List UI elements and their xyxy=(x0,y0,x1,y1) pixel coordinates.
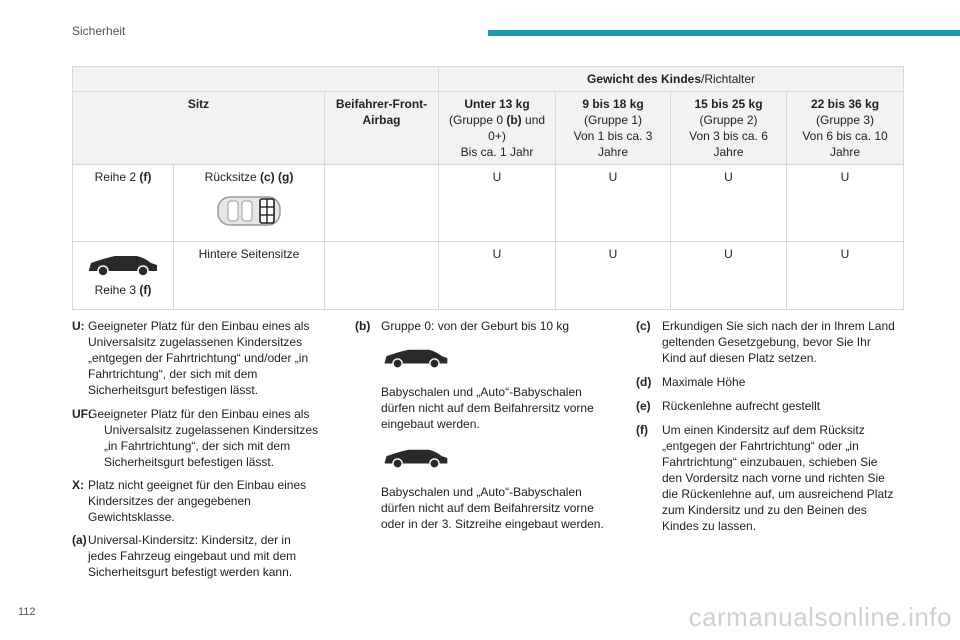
row-label xyxy=(73,165,174,242)
value-cell: U xyxy=(787,165,904,242)
note-u xyxy=(72,318,322,398)
note-subtext: Babyschalen und „Auto“-Babyschalen dürfen nicht auf dem Beifahrersitz vorne eingebaut werden. xyxy=(381,385,594,431)
airbag-cell xyxy=(325,165,439,242)
group-range: 22 bis 36 kg xyxy=(810,97,880,111)
note-key: (c) xyxy=(636,319,651,333)
note-text: Geeigneter Platz für den Einbau eines als Universalsitz zugelassenen Kindersitzes „entgegen der Fahrtrichtung“ und/oder „in Fahrtrichtung“, der sich mit dem Sicherheitsgurt befestigen lässt. xyxy=(88,319,310,397)
accent-bar xyxy=(488,30,960,36)
section-title: Sicherheit xyxy=(72,24,126,38)
group-post: und 0+) xyxy=(488,113,546,143)
value-cell: U xyxy=(787,242,904,310)
col-airbag: Beifahrer-Front-Airbag xyxy=(325,92,439,165)
value-cell: U xyxy=(439,242,556,310)
value-cell: U xyxy=(556,165,671,242)
note-key: X: xyxy=(72,478,84,492)
note-key: (e) xyxy=(636,399,651,413)
note-key: (a) xyxy=(72,533,87,547)
group-age: Von 6 bis ca. 10 Jahre xyxy=(802,129,888,159)
weight-header-bold: Gewicht des Kindes xyxy=(586,72,702,86)
note-text: Um einen Kindersitz auf dem Rücksitz „entgegen der Fahrtrichtung“ oder „in Fahrtrichtung“ einzubauen, schieben Sie den Vordersitz nach vorne und richten Sie die Rückenlehne auf, um ausreichend Platz zum Kindersitz und zu den Beinen des Kindes zu lassen. xyxy=(662,423,894,533)
note-text: Geeigneter Platz für den Einbau eines als Universalsitz zugelassenen Kindersitzes „in Fahrtrichtung“, der sich mit dem Sicherheitsgurt befestigen lässt. xyxy=(88,407,319,469)
car-side-icon xyxy=(381,446,451,470)
row-label-ref: (f) xyxy=(139,170,152,184)
car-side-icon xyxy=(85,252,161,278)
group-name: (Gruppe 2) xyxy=(699,113,758,127)
car-top-view-icon xyxy=(214,193,284,229)
note-uf xyxy=(72,406,328,470)
page-number: 112 xyxy=(18,606,36,618)
note-e xyxy=(636,398,898,414)
note-text: Maximale Höhe xyxy=(662,375,746,389)
group-range: 15 bis 25 kg xyxy=(694,97,763,111)
row-label-text: Reihe 3 xyxy=(94,283,140,297)
child-seat-table xyxy=(72,66,904,310)
row-label-ref: (f) xyxy=(139,283,152,297)
table-row xyxy=(73,242,904,310)
group-0 xyxy=(439,92,556,165)
weight-header-rest: /Richtalter xyxy=(701,72,756,86)
group-name: (Gruppe 1) xyxy=(584,113,643,127)
note-key: (b) xyxy=(355,319,371,333)
note-key: (f) xyxy=(636,423,648,437)
note-c xyxy=(636,318,898,366)
note-key: (d) xyxy=(636,375,652,389)
note-f xyxy=(636,422,898,534)
group-2 xyxy=(671,92,787,165)
note-key: U: xyxy=(72,319,85,333)
seat-text: Rücksitze xyxy=(204,170,261,184)
group-age: Von 1 bis ca. 3 Jahre xyxy=(573,129,653,159)
note-b xyxy=(355,318,613,532)
note-text: Platz nicht geeignet für den Einbau eines Kindersitzes der angegebenen Gewichtsklasse. xyxy=(88,478,307,524)
value-cell: U xyxy=(439,165,556,242)
group-ref: (b) xyxy=(506,113,522,127)
group-age: Von 3 bis ca. 6 Jahre xyxy=(689,129,768,159)
group-1 xyxy=(556,92,671,165)
note-x xyxy=(72,477,322,525)
group-age: Bis ca. 1 Jahr xyxy=(460,145,534,159)
value-cell: U xyxy=(671,165,787,242)
note-text: Gruppe 0: von der Geburt bis 10 kg xyxy=(381,319,570,333)
row-label xyxy=(73,242,174,310)
note-d xyxy=(636,374,898,390)
seat-cell xyxy=(174,165,325,242)
table-row xyxy=(73,165,904,242)
note-key: UF: xyxy=(72,407,92,421)
note-text: Rückenlehne aufrecht gestellt xyxy=(662,399,821,413)
group-name: (Gruppe 3) xyxy=(816,113,875,127)
group-name: (Gruppe 0 xyxy=(448,113,507,127)
weight-header xyxy=(439,67,904,92)
col-seat: Sitz xyxy=(73,92,325,165)
header-empty xyxy=(73,67,439,92)
watermark: carmanualsonline.info xyxy=(688,602,952,632)
car-side-icon xyxy=(381,346,451,370)
value-cell: U xyxy=(556,242,671,310)
row-label-text: Reihe 2 xyxy=(94,170,140,184)
note-a xyxy=(72,532,322,580)
note-subtext: Babyschalen und „Auto“-Babyschalen dürfen nicht auf dem Beifahrersitz vorne oder in der 3. Sitzreihe eingebaut werden. xyxy=(381,485,604,531)
seat-cell: Hintere Seitensitze xyxy=(174,242,325,310)
seat-ref: (c) (g) xyxy=(260,170,294,184)
note-text: Erkundigen Sie sich nach der in Ihrem Land geltenden Gesetzgebung, bevor Sie Ihr Kind auf diesen Platz setzen. xyxy=(662,319,895,365)
group-3 xyxy=(787,92,904,165)
note-text: Universal-Kindersitz: Kindersitz, der in jedes Fahrzeug eingebaut und mit dem Sicherheitsgurt befestigt werden kann. xyxy=(88,533,297,579)
group-range: Unter 13 kg xyxy=(464,97,530,111)
value-cell: U xyxy=(671,242,787,310)
group-range: 9 bis 18 kg xyxy=(582,97,644,111)
airbag-cell xyxy=(325,242,439,310)
